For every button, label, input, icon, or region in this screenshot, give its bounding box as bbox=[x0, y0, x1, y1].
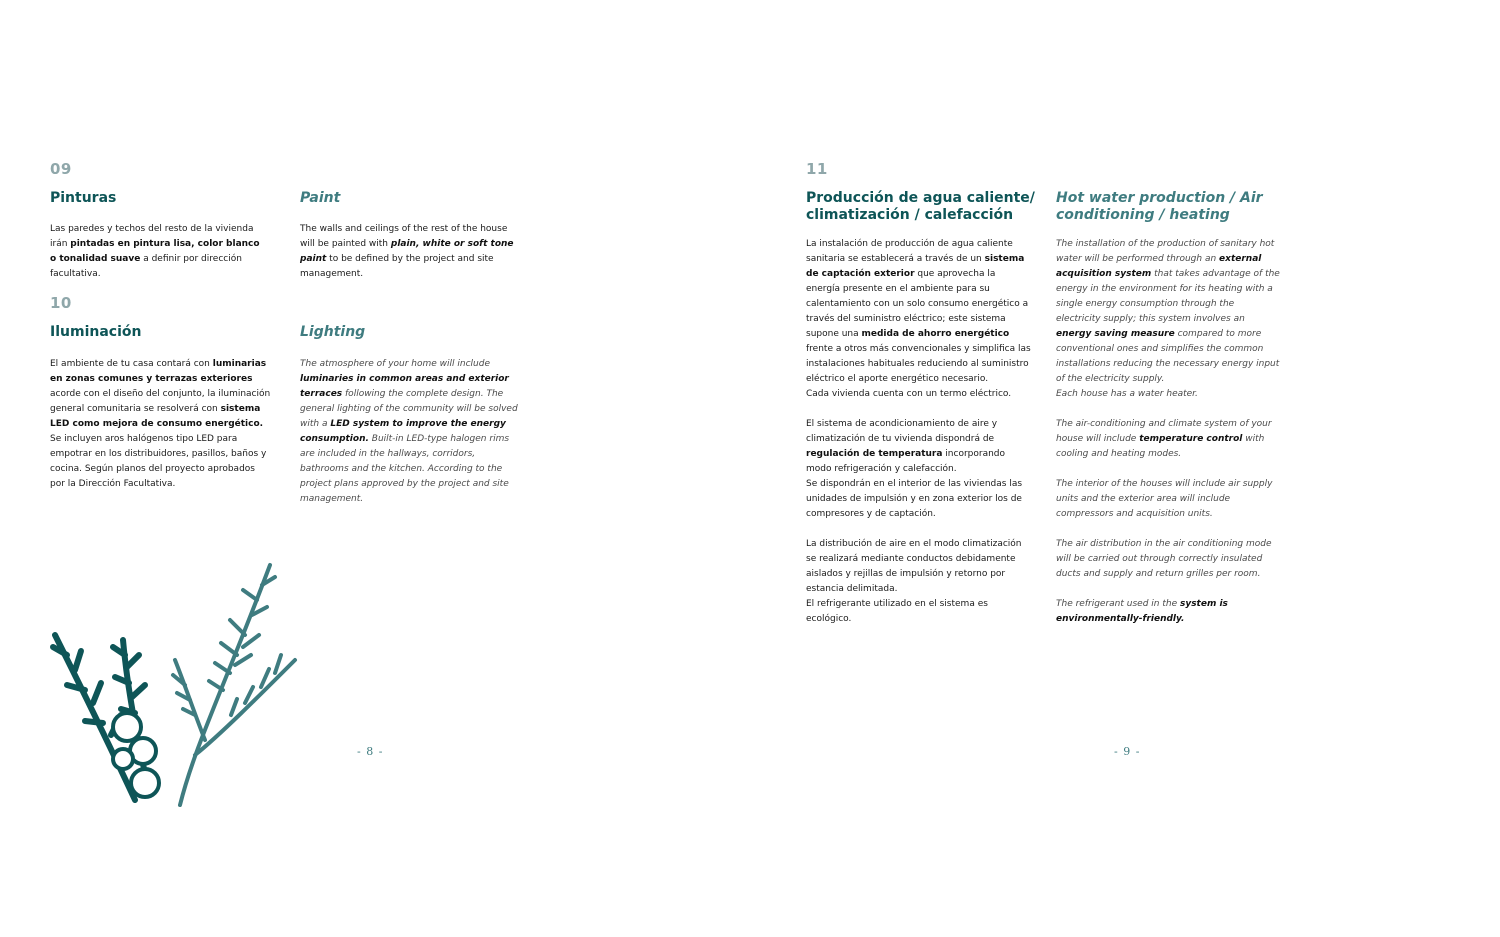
paragraph-en-6: The refrigerant used in the system is environmentally-friendly. bbox=[1056, 599, 1228, 624]
section-number-09: 09 bbox=[50, 160, 72, 178]
paragraph-es-2: Cada vivienda cuenta con un termo eléctrico. bbox=[806, 389, 1012, 399]
paragraph-pinturas: Las paredes y techos del resto de la vivienda irán pintadas en pintura lisa, color blanco o tonalidad suave a definir por dirección facultativa. bbox=[50, 224, 260, 279]
section-title-iluminacion: Iluminación bbox=[50, 324, 142, 340]
paragraph-lighting: The atmosphere of your home will include luminaries in common areas and exterior terraces following the complete design. The general lighting of the community will be solved with a LED system to improve the energy consumption. Built-in LED-type halogen rims are included in the hallways, corridors, bathrooms and the kitchen. According to the project plans approved by the project and site management. bbox=[300, 359, 518, 504]
paragraph-en-3: The air-conditioning and climate system of your house will include temperature control with cooling and heating modes. bbox=[1056, 419, 1272, 459]
seaweed-plant-icon bbox=[45, 555, 310, 810]
paragraph-es-4: Se dispondrán en el interior de las viviendas las unidades de impulsión y en zona exterior los de compresores y de captación. bbox=[806, 479, 1023, 519]
section-number-11: 11 bbox=[806, 160, 828, 178]
section-title-agua-caliente: Producción de agua caliente/ climatización / calefacción bbox=[806, 190, 1035, 223]
section-title-lighting: Lighting bbox=[300, 324, 366, 340]
paragraph-paint: The walls and ceilings of the rest of the house will be painted with plain, white or soft tone paint to be defined by the project and site management. bbox=[300, 224, 514, 279]
section-title-pinturas: Pinturas bbox=[50, 190, 117, 206]
paragraph-en-2: Each house has a water heater. bbox=[1056, 389, 1198, 399]
section-title-paint: Paint bbox=[300, 190, 341, 206]
page-number-9: - 9 - bbox=[1114, 745, 1141, 758]
paragraph-en-5: The air distribution in the air conditioning mode will be carried out through correctly insulated ducts and supply and return grilles per room. bbox=[1056, 539, 1272, 579]
section-title-hot-water: Hot water production / Air conditioning / heating bbox=[1056, 190, 1263, 223]
paragraph-es-5: La distribución de aire en el modo climatización se realizará mediante conductos debidamente aislados y rejillas de impulsión y retorno por estancia delimitada. bbox=[806, 539, 1022, 594]
paragraph-en-1: The installation of the production of sanitary hot water will be performed through an external acquisition system that takes advantage of the energy in the environment for its heating with a single energy consumption through the electricity supply; this system involves an energy saving measure compared to more conventional ones and simplifies the common installations reducing the necessary energy input of the electricity supply. bbox=[1056, 239, 1280, 384]
paragraph-iluminacion: El ambiente de tu casa contará con luminarias en zonas comunes y terrazas exteriores acorde con el diseño del conjunto, la iluminación general comunitaria se resolverá con sistema LED como mejora de consumo energético. Se incluyen aros halógenos tipo LED para empotrar en los distribuidores, pasillos, baños y cocina. Según planos del proyecto aprobados por la Dirección Facultativa. bbox=[50, 359, 271, 489]
page-number-8: - 8 - bbox=[357, 745, 384, 758]
paragraph-en-4: The interior of the houses will include air supply units and the exterior area will include compressors and acquisition units. bbox=[1056, 479, 1273, 519]
paragraph-es-3: El sistema de acondicionamiento de aire y climatización de tu vivienda dispondrá de regulación de temperatura incorporando modo refrigeración y calefacción. bbox=[806, 419, 1006, 474]
paragraph-es-6: El refrigerante utilizado en el sistema es ecológico. bbox=[806, 599, 988, 624]
section-number-10: 10 bbox=[50, 294, 72, 312]
paragraph-es-1: La instalación de producción de agua caliente sanitaria se establecerá a través de un sistema de captación exterior que aprovecha la energía presente en el ambiente para su calentamiento con un solo consumo energético a través del suministro eléctrico; este sistema supone una medida de ahorro energético frente a otros más convencionales y simplifica las instalaciones habituales reduciendo al suministro eléctrico el aporte energético necesario. bbox=[806, 239, 1031, 384]
